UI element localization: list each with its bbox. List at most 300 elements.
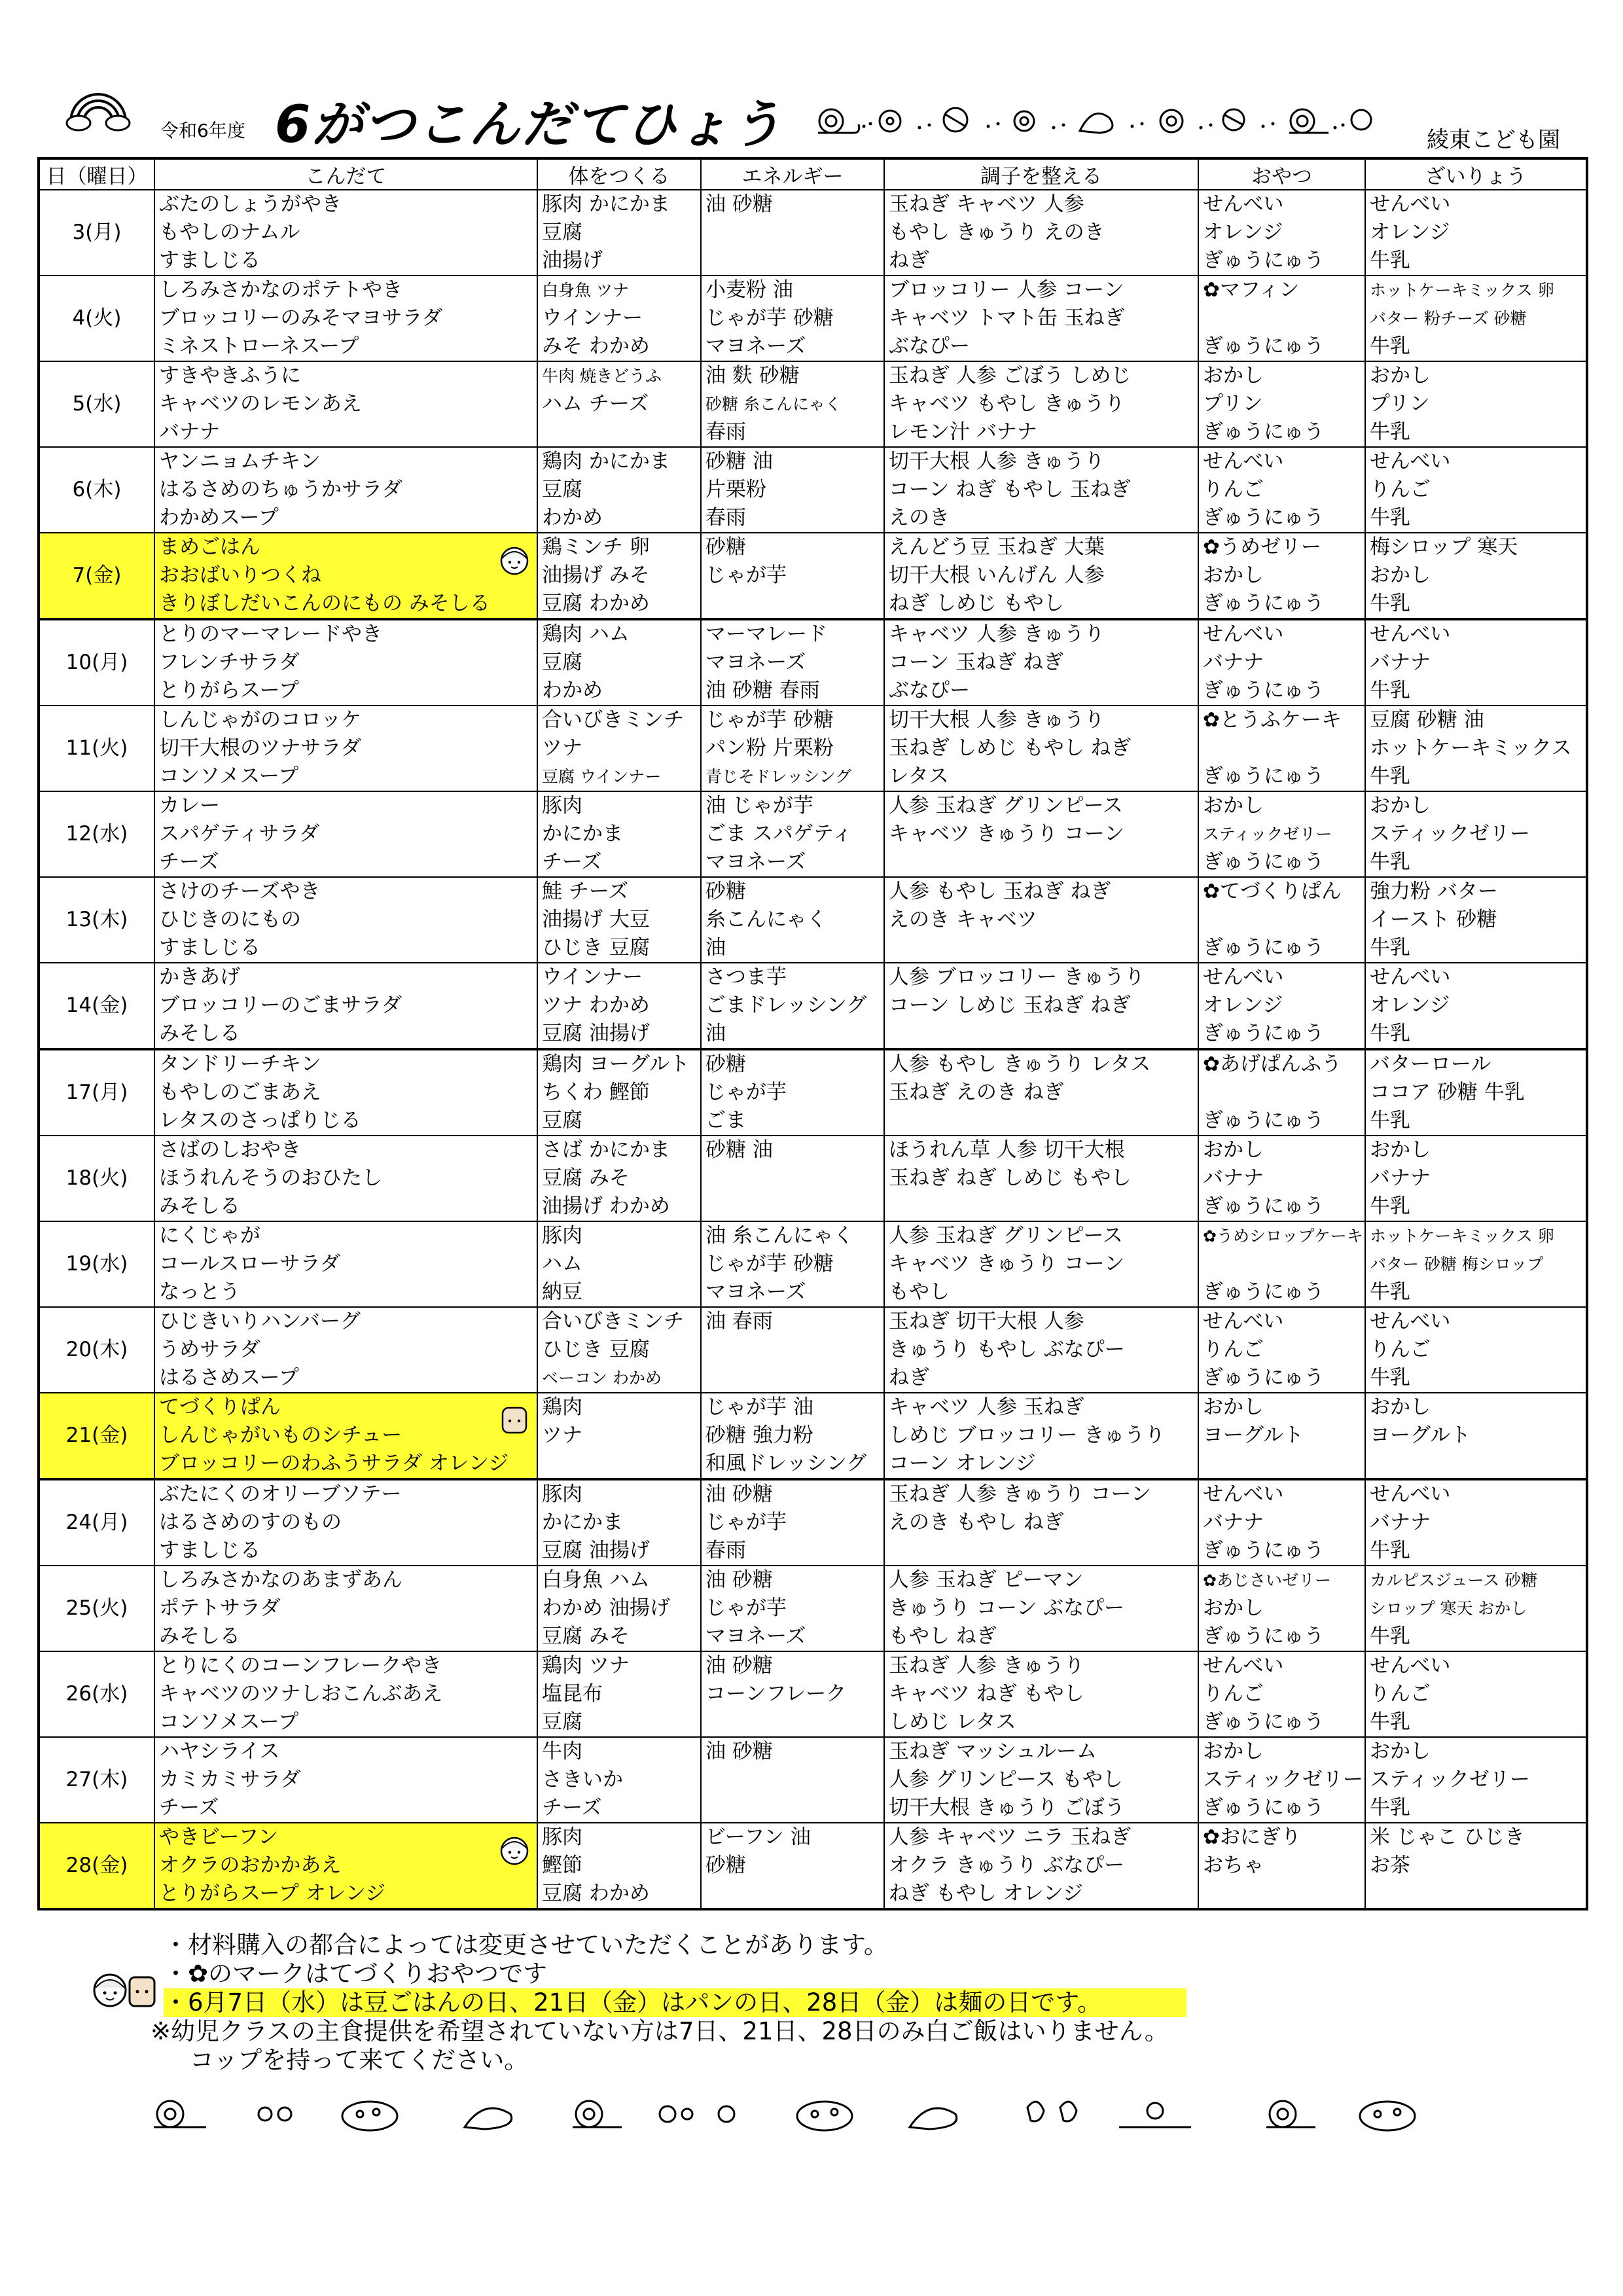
cell-line: キャベツ 人参 玉ねぎ — [889, 1395, 1084, 1419]
day-cell: 7(金) — [39, 533, 154, 619]
cell-line: ぶなぴー — [889, 679, 970, 702]
cell-line: 牛乳 — [1370, 1280, 1410, 1304]
table-row — [39, 361, 1587, 447]
cell-line: ビーフン 油 — [705, 1825, 811, 1849]
energy-cell — [701, 706, 884, 791]
body-building-cell — [537, 1479, 701, 1566]
menu-table — [37, 157, 1588, 1910]
cell-line: えのき キャベツ — [889, 908, 1037, 931]
cell-line: おかし — [1370, 1395, 1431, 1419]
cell-line: りんご — [1203, 1682, 1264, 1706]
rice-and-bread-faces-icon — [92, 1965, 157, 2011]
cell-line: みそ わかめ — [542, 334, 650, 358]
cell-line: ねぎ もやし オレンジ — [889, 1882, 1084, 1905]
cell-line: 豆腐 みそ — [542, 1624, 630, 1648]
cell-line — [1370, 1450, 1582, 1478]
cell-line: 豆腐 ウインナー — [542, 767, 662, 786]
cell-line: 人参 ブロッコリー きゅうり — [889, 965, 1145, 989]
cell-line: 豚肉 — [542, 794, 582, 817]
cell-line: ✿あじさいゼリー — [1203, 1571, 1331, 1590]
ingredients-cell — [1365, 361, 1587, 447]
cell-line: バナナ — [1203, 651, 1264, 674]
cell-line: おかし — [1203, 794, 1264, 817]
body-building-cell — [537, 447, 701, 533]
cell-line: バナナ — [1370, 1511, 1431, 1534]
menu-cell — [154, 791, 537, 877]
day-cell: 5(水) — [39, 361, 154, 447]
cell-line: もやし — [889, 1280, 950, 1304]
menu-cell — [154, 1393, 537, 1479]
table-row — [39, 963, 1587, 1049]
cell-line — [705, 1164, 880, 1193]
menu-dish: レタスのさっぱりじる — [159, 1109, 361, 1132]
cell-line: オクラ きゅうり ぶなぴー — [889, 1854, 1125, 1877]
cell-line: 油 砂糖 — [705, 1482, 773, 1506]
cell-line: マーマレード — [705, 622, 827, 646]
cell-line: 牛乳 — [1370, 334, 1410, 358]
menu-dish: さけのチーズやき — [159, 880, 321, 903]
note-line-4: ※幼児クラスの主食提供を希望されていない方は7日、21日、28日のみ白ご飯はいりません。 — [151, 2017, 1169, 2045]
cell-line: 梅シロップ 寒天 — [1370, 535, 1518, 559]
cell-line — [1203, 1250, 1361, 1278]
cell-line — [889, 934, 1194, 962]
cell-line: 油 砂糖 春雨 — [705, 679, 820, 702]
menu-dish: なっとう — [159, 1280, 240, 1304]
energy-cell — [701, 447, 884, 533]
cell-line: もやし ねぎ — [889, 1624, 997, 1648]
snack-cell — [1198, 791, 1365, 877]
table-row — [39, 1823, 1587, 1909]
cell-line: ぎゅうにゅう — [1203, 679, 1325, 702]
menu-cell — [154, 1651, 537, 1737]
ingredients-cell — [1365, 1823, 1587, 1909]
cell-line: せんべい — [1203, 622, 1284, 646]
cell-line: 油 砂糖 — [705, 1568, 773, 1592]
cell-line: 切干大根 人参 きゅうり — [889, 450, 1105, 473]
cell-line — [705, 219, 880, 247]
energy-cell — [701, 276, 884, 361]
ingredients-cell — [1365, 1049, 1587, 1136]
snack-cell — [1198, 706, 1365, 791]
energy-cell — [701, 190, 884, 276]
cell-line: 鶏肉 かにかま — [542, 450, 670, 473]
cell-line: 玉ねぎ キャベツ 人参 — [889, 192, 1084, 216]
note-line-2: ・✿のマークはてづくりおやつです — [164, 1960, 548, 1988]
cell-line: コーンフレーク — [705, 1682, 847, 1706]
cell-line: さつま芋 — [705, 965, 787, 989]
cell-line: キャベツ トマト缶 玉ねぎ — [889, 306, 1125, 330]
cell-line: 牛乳 — [1370, 592, 1410, 615]
cell-line — [705, 1880, 880, 1908]
cell-line: さきいか — [542, 1768, 623, 1791]
energy-cell — [701, 1651, 884, 1737]
menu-dish: とりのマーマレードやき — [159, 622, 382, 646]
cell-line: ぎゅうにゅう — [1203, 592, 1325, 615]
cell-line: ハム チーズ — [542, 392, 649, 416]
menu-dish: ミネストローネスープ — [159, 334, 359, 358]
cell-line: 油 じゃが芋 — [705, 794, 813, 817]
menu-dish: とりがらスープ オレンジ — [159, 1882, 386, 1905]
menu-dish: すましじる — [159, 936, 260, 960]
cell-line: 牛乳 — [1370, 1796, 1410, 1820]
snack-cell — [1198, 877, 1365, 963]
snail-flower-decoration-icon — [805, 95, 1381, 141]
cell-line: ねぎ — [889, 1366, 929, 1390]
energy-cell — [701, 1049, 884, 1136]
cell-line: ✿あげぱんふう — [1203, 1052, 1342, 1076]
cell-line: ぎゅうにゅう — [1203, 249, 1325, 272]
cell-line: 鮭 チーズ — [542, 880, 629, 903]
menu-dish: すましじる — [159, 1539, 260, 1562]
snack-cell — [1198, 1307, 1365, 1393]
cell-line: お茶 — [1370, 1854, 1410, 1877]
menu-dish: 切干大根のツナサラダ — [159, 736, 362, 760]
cell-line: 豆腐 — [542, 1710, 582, 1734]
day-cell: 13(木) — [39, 877, 154, 963]
cell-line: ヨーグルト — [1203, 1424, 1304, 1447]
menu-cell — [154, 619, 537, 706]
cell-line: 油 糸こんにゃく — [705, 1224, 854, 1247]
rice-ball-face-icon — [499, 1834, 530, 1865]
cell-line: かにかま — [542, 822, 623, 846]
cell-line: 豚肉 かにかま — [542, 192, 670, 216]
body-building-cell — [537, 1136, 701, 1221]
cell-line: ✿マフィン — [1203, 278, 1300, 302]
menu-dish: みそしる — [159, 1624, 240, 1648]
conditioning-cell — [884, 877, 1198, 963]
menu-dish: しろみさかなのポテトやき — [159, 278, 402, 302]
cell-line: 砂糖 強力粉 — [705, 1424, 813, 1447]
cell-line: 油 砂糖 — [705, 1654, 773, 1677]
cell-line: 豆腐 — [542, 221, 582, 244]
cell-line: 牛乳 — [1370, 936, 1410, 960]
energy-cell — [701, 619, 884, 706]
table-row — [39, 877, 1587, 963]
menu-dish: さばのしおやき — [159, 1138, 301, 1162]
cell-line: 春雨 — [705, 506, 746, 529]
menu-dish: にくじゃが — [159, 1224, 260, 1247]
cell-line: きゅうり コーン ぶなぴー — [889, 1596, 1125, 1620]
menu-dish: すましじる — [159, 249, 260, 272]
cell-line: わかめ — [542, 506, 603, 529]
ingredients-cell — [1365, 1221, 1587, 1307]
cell-line: おかし — [1370, 1740, 1431, 1763]
menu-cell — [154, 1307, 537, 1393]
cell-line: 油 — [705, 1022, 726, 1045]
table-row — [39, 1737, 1587, 1823]
table-row — [39, 1307, 1587, 1393]
day-cell: 20(木) — [39, 1307, 154, 1393]
snack-cell — [1198, 533, 1365, 619]
cell-line: りんご — [1370, 1338, 1431, 1361]
cell-line: 油 麩 砂糖 — [705, 364, 800, 387]
cell-line: 白身魚 ハム — [542, 1568, 650, 1592]
body-building-cell — [537, 706, 701, 791]
cell-line: おかし — [1203, 1740, 1264, 1763]
snack-cell — [1198, 361, 1365, 447]
cell-line: ほうれん草 人参 切干大根 — [889, 1138, 1125, 1162]
cell-line: 塩昆布 — [542, 1682, 603, 1706]
cell-line: ぶなぴー — [889, 334, 970, 358]
cell-line: ぎゅうにゅう — [1203, 334, 1325, 358]
table-row — [39, 1566, 1587, 1651]
menu-dish: とりにくのコーンフレークやき — [159, 1654, 442, 1677]
cell-line: 豆腐 — [542, 1109, 582, 1132]
cell-line: 鶏肉 ハム — [542, 622, 630, 646]
snack-cell — [1198, 447, 1365, 533]
cell-line: 鶏肉 — [542, 1395, 582, 1419]
body-building-cell — [537, 1393, 701, 1479]
body-building-cell — [537, 1307, 701, 1393]
table-row — [39, 190, 1587, 276]
cell-line: じゃが芋 砂糖 — [705, 306, 834, 330]
ingredients-cell — [1365, 1566, 1587, 1651]
cell-line: 切干大根 きゅうり ごぼう — [889, 1796, 1125, 1820]
conditioning-cell — [884, 1566, 1198, 1651]
cell-line: 鶏肉 ヨーグルト — [542, 1052, 690, 1076]
cell-line: せんべい — [1203, 1654, 1284, 1677]
cell-line: ぎゅうにゅう — [1203, 506, 1325, 529]
cell-line: ぎゅうにゅう — [1203, 764, 1325, 788]
day-cell: 3(月) — [39, 190, 154, 276]
snack-cell — [1198, 1479, 1365, 1566]
cell-line: 砂糖 — [705, 1052, 746, 1076]
cell-line: ✿てづくりぱん — [1203, 880, 1342, 903]
menu-dish: とりがらスープ — [159, 679, 299, 702]
cell-line: 豆腐 油揚げ — [542, 1022, 650, 1045]
cell-line: じゃが芋 — [705, 1596, 787, 1620]
cell-line: おかし — [1203, 1395, 1264, 1419]
cell-line: バター 砂糖 梅シロップ — [1370, 1255, 1544, 1274]
day-cell: 17(月) — [39, 1049, 154, 1136]
cell-line: ツナ — [542, 736, 582, 760]
cell-line: 人参 もやし 玉ねぎ ねぎ — [889, 880, 1111, 903]
cell-line — [705, 1794, 880, 1822]
cell-line: 鶏ミンチ 卵 — [542, 535, 650, 559]
cell-line: 砂糖 油 — [705, 450, 773, 473]
cell-line: せんべい — [1203, 965, 1284, 989]
cell-line: 砂糖 糸こんにゃく — [705, 395, 842, 414]
cell-line: おかし — [1203, 1596, 1264, 1620]
ingredients-cell — [1365, 706, 1587, 791]
cell-line: 合いびきミンチ — [542, 708, 684, 732]
bottom-decoration-icon — [144, 2091, 1453, 2137]
cell-line — [705, 1364, 880, 1392]
cell-line: おかし — [1203, 364, 1264, 387]
cell-line: 油 — [705, 936, 726, 960]
cell-line: カルピスジュース 砂糖 — [1370, 1571, 1538, 1590]
menu-cell — [154, 447, 537, 533]
cell-line: レタス — [889, 764, 949, 788]
cell-line: 豆腐 わかめ — [542, 592, 650, 615]
cell-line: ごま スパゲティ — [705, 822, 853, 846]
cell-line: 人参 グリンピース もやし — [889, 1768, 1123, 1791]
menu-dish: オクラのおかかあえ — [159, 1854, 342, 1877]
ingredients-cell — [1365, 1737, 1587, 1823]
cell-line: 牛乳 — [1370, 1624, 1410, 1648]
cell-line: えのき — [889, 506, 950, 529]
snack-cell — [1198, 1221, 1365, 1307]
menu-dish: バナナ — [159, 420, 220, 444]
cell-line: 砂糖 — [705, 535, 746, 559]
cell-line: ぎゅうにゅう — [1203, 1796, 1325, 1820]
cell-line: ぎゅうにゅう — [1203, 850, 1325, 874]
table-header-row — [39, 158, 1587, 190]
menu-dish: すきやきふうに — [159, 364, 301, 387]
cell-line: マヨネーズ — [705, 651, 806, 674]
cell-line: 油 春雨 — [705, 1310, 773, 1333]
body-building-cell — [537, 276, 701, 361]
cell-line: 豚肉 — [542, 1825, 582, 1849]
cell-line: 人参 玉ねぎ グリンピース — [889, 794, 1123, 817]
table-row — [39, 276, 1587, 361]
cell-line: 片栗粉 — [705, 478, 766, 501]
cell-line: せんべい — [1370, 1310, 1451, 1333]
ingredients-cell — [1365, 447, 1587, 533]
cell-line: りんご — [1370, 478, 1431, 501]
menu-dish: ぶたのしょうがやき — [159, 192, 342, 216]
cell-line: おかし — [1370, 794, 1431, 817]
ingredients-cell — [1365, 877, 1587, 963]
cell-line: 強力粉 バター — [1370, 880, 1498, 903]
snack-cell — [1198, 276, 1365, 361]
menu-dish: キャベツのツナしおこんぶあえ — [159, 1682, 443, 1706]
menu-dish: きりぼしだいこんのにもの みそしる — [159, 592, 490, 615]
menu-cell — [154, 1221, 537, 1307]
cell-line: キャベツ きゅうり コーン — [889, 1252, 1125, 1276]
column-header-energy: エネルギー — [701, 158, 884, 190]
column-header-ingredients: ざいりょう — [1365, 158, 1587, 190]
cell-line: 牛乳 — [1370, 1366, 1410, 1390]
cell-line: えのき もやし ねぎ — [889, 1511, 1064, 1534]
cell-line: わかめ — [542, 679, 603, 702]
note-line-3-highlighted: ・6月7日（水）は豆ごはんの日、21日（金）はパンの日、28日（金）は麺の日です。 — [164, 1988, 1186, 2017]
cell-line: オレンジ — [1370, 994, 1450, 1017]
column-header-body-building: 体をつくる — [537, 158, 701, 190]
cell-line: バター 粉チーズ 砂糖 — [1370, 309, 1527, 328]
menu-dish: わかめスープ — [159, 506, 279, 529]
cell-line: コーン 玉ねぎ ねぎ — [889, 651, 1064, 674]
cell-line: 玉ねぎ 切干大根 人参 — [889, 1310, 1084, 1333]
conditioning-cell — [884, 706, 1198, 791]
cell-line: おかし — [1370, 364, 1431, 387]
cell-line: せんべい — [1370, 622, 1451, 646]
cell-line: ごま — [705, 1109, 746, 1132]
ingredients-cell — [1365, 791, 1587, 877]
cell-line: 牛乳 — [1370, 249, 1410, 272]
column-header-day: 日（曜日） — [39, 158, 154, 190]
cell-line: 牛乳 — [1370, 764, 1410, 788]
conditioning-cell — [884, 1651, 1198, 1737]
cell-line — [889, 1193, 1194, 1221]
table-row — [39, 533, 1587, 619]
energy-cell — [701, 1221, 884, 1307]
menu-dish: キャベツのレモンあえ — [159, 392, 362, 416]
energy-cell — [701, 1737, 884, 1823]
menu-dish: はるさめのちゅうかサラダ — [159, 478, 402, 501]
cell-line: ぎゅうにゅう — [1203, 936, 1325, 960]
cell-line: 人参 玉ねぎ ピーマン — [889, 1568, 1084, 1592]
snack-cell — [1198, 1566, 1365, 1651]
table-row — [39, 1136, 1587, 1221]
menu-dish: かきあげ — [159, 965, 240, 989]
cell-line: バナナ — [1370, 651, 1431, 674]
table-row — [39, 1651, 1587, 1737]
body-building-cell — [537, 1566, 701, 1651]
cell-line: せんべい — [1370, 192, 1451, 216]
cell-line: ぎゅうにゅう — [1203, 420, 1325, 444]
menu-dish: チーズ — [159, 1796, 219, 1820]
cell-line: ひじき 豆腐 — [542, 936, 650, 960]
ingredients-cell — [1365, 276, 1587, 361]
cell-line: スティックゼリー — [1370, 822, 1530, 846]
cell-line — [542, 418, 696, 446]
cell-line: 牛乳 — [1370, 1109, 1410, 1132]
cell-line: プリン — [1370, 392, 1430, 416]
energy-cell — [701, 1307, 884, 1393]
cell-line: かにかま — [542, 1511, 623, 1534]
cell-line — [889, 848, 1194, 876]
menu-dish: ほうれんそうのおひたし — [159, 1166, 382, 1190]
cell-line: スティックゼリー — [1203, 825, 1332, 844]
cell-line: ホットケーキミックス 卵 — [1370, 281, 1554, 300]
cell-line: ぎゅうにゅう — [1203, 1366, 1325, 1390]
cell-line: コーン しめじ 玉ねぎ ねぎ — [889, 994, 1131, 1017]
cell-line: 牛乳 — [1370, 679, 1410, 702]
cell-line: バターロール — [1370, 1052, 1491, 1076]
cell-line: おかし — [1370, 1138, 1431, 1162]
cell-line: 豆腐 — [542, 651, 582, 674]
school-name: 綾東こども園 — [1427, 127, 1560, 153]
cell-line: 玉ねぎ しめじ もやし ねぎ — [889, 736, 1132, 760]
body-building-cell — [537, 190, 701, 276]
menu-dish: コールスローサラダ — [159, 1252, 341, 1276]
cell-line: ウインナー — [542, 306, 643, 330]
column-header-conditioning: 調子を整える — [884, 158, 1198, 190]
cell-line: 砂糖 — [705, 1854, 746, 1877]
cell-line: じゃが芋 油 — [705, 1395, 813, 1419]
cell-line: じゃが芋 — [705, 1081, 787, 1104]
body-building-cell — [537, 1651, 701, 1737]
energy-cell — [701, 1566, 884, 1651]
table-row — [39, 1049, 1587, 1136]
cell-line — [705, 1708, 880, 1736]
cell-line: ハム — [542, 1252, 582, 1276]
day-cell: 18(火) — [39, 1136, 154, 1221]
cell-line: じゃが芋 砂糖 — [705, 1252, 834, 1276]
cell-line — [889, 1107, 1194, 1135]
energy-cell — [701, 1393, 884, 1479]
day-cell: 19(水) — [39, 1221, 154, 1307]
cell-line: しめじ レタス — [889, 1710, 1016, 1734]
cell-line: せんべい — [1203, 1310, 1284, 1333]
cell-line — [889, 1537, 1194, 1565]
table-row — [39, 1479, 1587, 1566]
cell-line: キャベツ きゅうり コーン — [889, 822, 1125, 846]
cell-line: じゃが芋 砂糖 — [705, 708, 834, 732]
cell-line: ウインナー — [542, 965, 643, 989]
cell-line: 油揚げ — [542, 249, 603, 272]
ingredients-cell — [1365, 533, 1587, 619]
table-row — [39, 706, 1587, 791]
energy-cell — [701, 877, 884, 963]
conditioning-cell — [884, 1479, 1198, 1566]
cell-line: コーン ねぎ もやし 玉ねぎ — [889, 478, 1131, 501]
cell-line: 砂糖 油 — [705, 1138, 773, 1162]
menu-cell — [154, 1479, 537, 1566]
energy-cell — [701, 1136, 884, 1221]
menu-cell — [154, 1823, 537, 1909]
